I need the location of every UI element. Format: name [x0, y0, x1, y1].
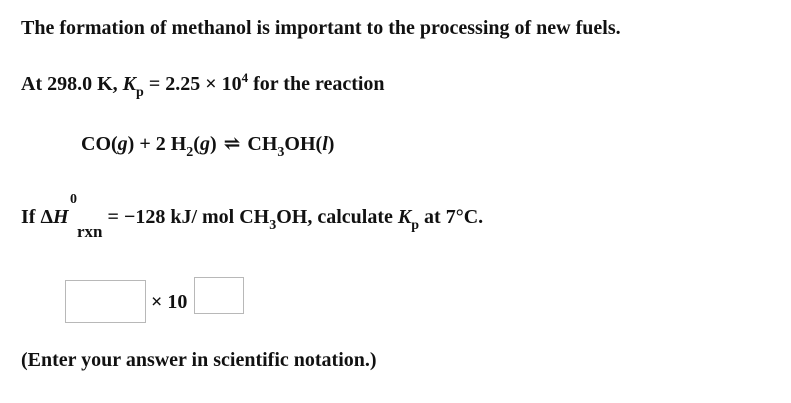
enthalpy-symbol: H: [52, 206, 69, 228]
rxn-subscript: rxn: [77, 222, 103, 241]
kp-symbol: K: [122, 73, 137, 95]
calculate-text: OH, calculate: [276, 206, 398, 228]
reaction-co: CO(: [81, 133, 118, 155]
kp-prefix: At 298.0 K,: [21, 73, 123, 95]
reaction-paren-end: ): [327, 133, 335, 155]
temperature-text: at 7°C.: [419, 206, 484, 228]
kp-suffix: for the reaction: [248, 73, 385, 95]
kp-statement: [21, 70, 385, 100]
if-delta: If Δ: [21, 206, 53, 228]
kp-subscript: p: [136, 85, 144, 100]
exponent-input[interactable]: [194, 277, 244, 314]
kp-value: = 2.25 × 10: [143, 73, 242, 95]
instruction-note: (Enter your answer in scientific notation.): [21, 349, 377, 371]
reaction-oh: OH(: [284, 133, 323, 155]
calculation-prompt: [21, 192, 484, 241]
reaction-phase-l: l: [322, 133, 328, 155]
reaction-phase-g2: g: [199, 133, 210, 155]
times-ten-label: × 10: [151, 291, 188, 313]
standard-state-superscript: 0: [70, 192, 77, 207]
kp-subscript-2: p: [411, 218, 420, 233]
reaction-ch3: CH: [242, 133, 278, 155]
reaction-ch3-subscript: 3: [277, 145, 285, 160]
mantissa-input[interactable]: [65, 280, 146, 323]
kp-exponent: 4: [241, 70, 249, 85]
kp-symbol-2: K: [397, 206, 412, 228]
reaction-equation: [81, 131, 335, 160]
equilibrium-arrow-icon: ⇌: [223, 133, 241, 155]
reaction-h2-subscript: 2: [186, 145, 194, 160]
enthalpy-value: = −128 kJ/ mol CH: [102, 206, 270, 228]
reaction-phase-g1: g: [117, 133, 128, 155]
question-intro: The formation of methanol is important to the processing of new fuels.: [21, 17, 621, 39]
ch3-subscript: 3: [269, 218, 277, 233]
reaction-h2: ) + 2 H: [127, 133, 187, 155]
reaction-paren: (: [193, 133, 200, 155]
reaction-paren-close: ): [209, 133, 222, 155]
